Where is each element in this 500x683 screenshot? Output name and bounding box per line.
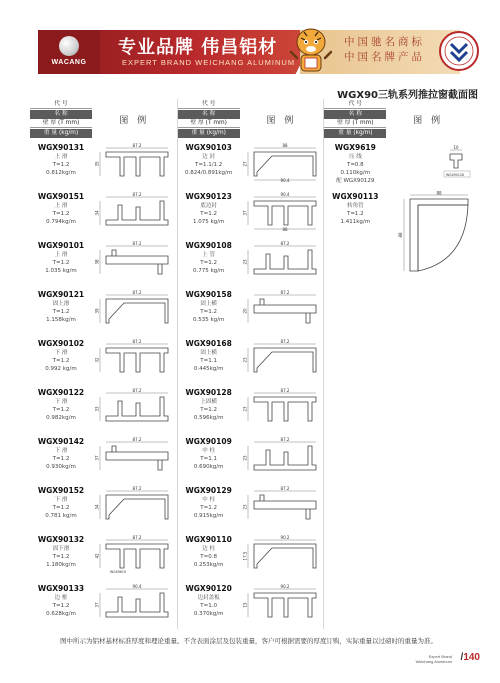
profile-drawing	[94, 387, 178, 427]
wall-thickness: T=0.8	[346, 162, 364, 168]
profile-figure	[240, 482, 324, 531]
profile-info	[30, 580, 92, 629]
profile-weight: 1.075 kg/m	[192, 219, 225, 225]
dimension-label: 90.4	[280, 178, 290, 182]
wall-thickness: T=1.2	[200, 260, 218, 266]
profile-row	[178, 531, 324, 580]
dimension-label: 38	[94, 259, 100, 265]
dimension-label: 10	[453, 145, 459, 150]
dimension-label: 23	[242, 357, 248, 363]
profile-figure	[240, 531, 324, 580]
table-column-1	[30, 99, 177, 629]
profile-weight: 0.781 kg/m	[45, 513, 77, 519]
profile-info	[178, 286, 240, 335]
profile-row	[30, 237, 177, 286]
dimension-label: 87.2	[132, 241, 142, 246]
profile-figure	[92, 384, 177, 433]
profile-row	[30, 384, 177, 433]
column-rows	[178, 139, 324, 629]
profile-name: 边 框	[54, 595, 68, 601]
profile-name: 上固横	[200, 399, 217, 405]
profile-info	[30, 335, 92, 384]
profile-name: 固上横	[200, 350, 217, 356]
profile-row	[30, 139, 177, 188]
profile-drawing	[242, 436, 326, 476]
profile-drawing	[94, 338, 178, 378]
profile-code: WGX90103	[185, 143, 232, 152]
brand-honors: 中国驰名商标 中国名牌产品	[344, 36, 425, 63]
profile-drawing	[94, 191, 178, 231]
wall-thickness: T=1.1/1.2	[194, 162, 223, 168]
dimension-label: 27	[242, 161, 248, 167]
column-rows	[324, 139, 470, 286]
profile-info	[30, 531, 92, 580]
profile-drawing	[94, 534, 178, 574]
dimension-label: 17.5	[242, 551, 248, 561]
profile-row	[324, 188, 470, 286]
profile-weight: 1.411kg/m	[340, 219, 371, 225]
profile-info	[178, 531, 240, 580]
dimension-label: 87.2	[132, 437, 142, 442]
profile-info	[30, 482, 92, 531]
profile-row	[30, 580, 177, 629]
wall-thickness: T=1.0	[200, 603, 218, 609]
wall-thickness: T=1.2	[52, 309, 70, 315]
profile-code: WGX90128	[185, 388, 232, 397]
wall-thickness: T=1.2	[52, 505, 70, 511]
note-label: WGX90128	[446, 173, 465, 177]
dimension-label: 42	[94, 553, 100, 559]
dimension-label: 87.2	[280, 241, 290, 246]
profile-name: 中 柱	[202, 497, 216, 503]
dimension-label: 88	[436, 191, 442, 196]
profile-code: WGX90152	[37, 486, 85, 495]
profile-weight: 0.445kg/m	[193, 366, 224, 372]
profile-code: WGX90120	[185, 584, 232, 593]
wall-thickness: T=1.2	[52, 407, 70, 413]
profile-info	[30, 237, 92, 286]
dimension-label: 23	[242, 504, 248, 510]
profile-figure	[240, 580, 324, 629]
profile-info	[324, 188, 386, 286]
profile-code: WGX90109	[185, 437, 232, 446]
dimension-label: 23	[242, 406, 248, 412]
profile-drawing	[242, 485, 326, 525]
profile-figure	[92, 580, 177, 629]
dimension-label: 90.4	[132, 584, 142, 589]
profile-name: 上 滑	[54, 203, 68, 209]
profile-code: WGX90108	[185, 241, 232, 250]
dimension-label: 90.2	[280, 535, 290, 540]
profile-code: WGX90142	[37, 437, 85, 446]
logo-text: WACANG	[51, 59, 87, 66]
profile-drawing	[242, 534, 326, 574]
dimension-label: 87.2	[132, 339, 142, 344]
profile-name: 固上滑	[52, 301, 70, 307]
profile-weight: 0.535 kg/m	[192, 317, 225, 323]
dimension-label: 87.2	[280, 339, 290, 344]
profile-code: WGX90121	[37, 290, 85, 299]
profile-row	[30, 335, 177, 384]
profile-info	[178, 188, 240, 237]
dimension-label: 23	[242, 455, 248, 461]
dimension-label: 90.4	[280, 192, 290, 197]
profile-code: WGX90168	[185, 339, 232, 348]
profile-weight: 0.812kg/m	[46, 170, 76, 176]
slogan-en: EXPERT BRAND WEICHANG ALUMINUM	[122, 58, 296, 67]
wall-thickness: T=1.2	[200, 309, 218, 315]
profile-drawing	[242, 191, 326, 231]
profile-row	[178, 335, 324, 384]
slogan: 专业品牌 伟昌铝材	[118, 37, 278, 58]
profile-table	[30, 99, 470, 629]
profile-drawing	[94, 583, 178, 623]
profile-info	[178, 237, 240, 286]
profile-info	[324, 139, 386, 188]
dimension-label: 39	[94, 308, 100, 314]
profile-drawing	[242, 583, 326, 623]
profile-weight: 0.775 kg/m	[192, 268, 225, 274]
profile-weight: 0.628kg/m	[46, 611, 76, 617]
dimension-label: 87.2	[132, 388, 142, 393]
dimension-label: 88	[398, 232, 404, 238]
profile-name: 下 滑	[54, 399, 68, 405]
profile-name: 压 线	[348, 154, 362, 160]
profile-row	[178, 433, 324, 482]
profile-info	[178, 580, 240, 629]
profile-code: WGX90158	[185, 290, 232, 299]
profile-row	[178, 286, 324, 335]
profile-weight: 0.794kg/m	[46, 219, 76, 225]
profile-name: 底边封	[200, 203, 217, 209]
wall-thickness: T=1.2	[200, 407, 218, 413]
footer-brand: Expert Brand Weichang Aluminum	[415, 654, 452, 664]
wall-thickness: T=1.2	[52, 456, 70, 462]
profile-name: 转角管	[347, 203, 364, 209]
dimension-label: 37	[94, 602, 100, 608]
profile-info	[178, 482, 240, 531]
profile-name: 固下滑	[52, 546, 70, 552]
profile-figure	[92, 286, 177, 335]
profile-name: 上 滑	[54, 252, 68, 258]
profile-drawing	[242, 338, 326, 378]
profile-row	[178, 384, 324, 433]
profile-info	[30, 188, 92, 237]
profile-row	[178, 139, 324, 188]
profile-row	[324, 139, 470, 188]
dimension-label: 34	[94, 504, 100, 510]
profile-figure	[92, 531, 177, 580]
profile-info	[30, 286, 92, 335]
dimension-label: 32	[94, 357, 100, 363]
profile-drawing	[388, 142, 472, 182]
profile-code: WGX90110	[185, 535, 232, 544]
wall-thickness: T=1.2	[52, 260, 70, 266]
profile-info	[178, 335, 240, 384]
wall-thickness: T=1.2	[52, 554, 70, 560]
profile-name: 上 管	[202, 252, 216, 258]
dimension-label: 37	[94, 455, 100, 461]
profile-weight: 1.158kg/m	[46, 317, 76, 323]
profile-figure	[240, 433, 324, 482]
dimension-label: 87.2	[280, 486, 290, 491]
dimension-label: 20	[242, 308, 248, 314]
dimension-label: 87.2	[280, 388, 290, 393]
dimension-label: 88	[282, 227, 288, 231]
column-header: 代 号 名 称 壁 厚 (T mm) 重 量 (kg/m) 图 例	[178, 99, 324, 139]
wall-thickness: T=0.8	[200, 554, 218, 560]
tiger-mascot-icon	[288, 24, 334, 78]
profile-weight: 1.180kg/m	[46, 562, 76, 568]
profile-weight: 0.982kg/m	[46, 415, 76, 421]
profile-code: WGX90133	[37, 584, 85, 593]
dimension-label: 33	[94, 406, 100, 412]
profile-name: 下 滑	[54, 448, 68, 454]
profile-figure	[240, 335, 324, 384]
profile-drawing	[94, 436, 178, 476]
profile-figure	[92, 335, 177, 384]
profile-row	[178, 237, 324, 286]
profile-name: 边 柱	[202, 546, 216, 552]
profile-weight: 0.690kg/m	[193, 464, 224, 470]
profile-code: WGX9619	[334, 143, 376, 152]
wall-thickness: T=1.2	[52, 162, 70, 168]
profile-name: 边封盖板	[197, 595, 220, 601]
profile-weight: 0.253kg/m	[193, 562, 224, 568]
profile-figure	[240, 286, 324, 335]
profile-row	[30, 286, 177, 335]
profile-weight: 0.915kg/m	[193, 513, 224, 519]
dimension-label: 87.2	[280, 437, 290, 442]
profile-figure	[386, 139, 470, 188]
profile-drawing	[94, 240, 178, 280]
profile-info	[30, 139, 92, 188]
footnote: 图中所示为铝材基材标准厚度和理论重量。不含表面涂层及包装重量，客户可根据需要的厚度订购，实际重量以过磅时的重量为准。	[60, 637, 437, 645]
wall-thickness: T=1.2	[52, 358, 70, 364]
dimension-label: 34	[94, 210, 100, 216]
dimension-label: 35	[94, 161, 100, 167]
profile-figure	[240, 188, 324, 237]
profile-row	[30, 482, 177, 531]
profile-figure	[240, 237, 324, 286]
profile-weight: 0.930kg/m	[46, 464, 76, 470]
profile-row	[30, 531, 177, 580]
column-header: 代 号 名 称 壁 厚 (T mm) 重 量 (kg/m) 图 例	[324, 99, 470, 139]
header-banner	[0, 22, 500, 78]
profile-name: 中 柱	[202, 448, 216, 454]
dimension-label: 23	[242, 259, 248, 265]
brand-emblem-icon	[438, 30, 480, 72]
profile-info	[178, 139, 240, 188]
dimension-label: 37	[242, 210, 248, 216]
profile-drawing	[242, 142, 326, 182]
wall-thickness: T=1.1	[200, 358, 218, 364]
profile-drawing	[242, 387, 326, 427]
wall-thickness: T=1.2	[52, 211, 70, 217]
page-number: /140	[460, 652, 480, 663]
profile-drawing	[242, 240, 326, 280]
table-column-3	[323, 99, 470, 629]
dimension-label: 87.2	[132, 143, 142, 148]
profile-weight: 0.596kg/m	[193, 415, 224, 421]
profile-extra: 配 WGX90129	[336, 178, 375, 184]
profile-row	[178, 580, 324, 629]
dimension-label: 88	[282, 143, 288, 148]
dimension-label: 90.2	[280, 584, 290, 589]
profile-row	[30, 433, 177, 482]
profile-drawing	[94, 142, 178, 182]
profile-name: 边 封	[202, 154, 216, 160]
profile-figure	[240, 139, 324, 188]
dimension-label: 87.2	[132, 486, 142, 491]
profile-name: 下 滑	[54, 497, 68, 503]
profile-code: WGX90122	[37, 388, 85, 397]
profile-name: 下 滑	[54, 350, 68, 356]
wall-thickness: T=1.2	[200, 211, 218, 217]
profile-code: WGX90113	[332, 192, 379, 201]
profile-row	[178, 188, 324, 237]
profile-figure	[92, 482, 177, 531]
profile-figure	[386, 188, 470, 286]
wall-thickness: T=1.2	[52, 603, 70, 609]
profile-code: WGX90132	[37, 535, 85, 544]
dimension-label: 15	[242, 602, 248, 608]
wall-thickness: T=1.1	[200, 456, 218, 462]
column-rows	[30, 139, 177, 629]
profile-drawing	[94, 485, 178, 525]
wall-thickness: T=1.2	[200, 505, 218, 511]
dimension-label: 87.2	[132, 192, 142, 197]
profile-drawing	[388, 191, 472, 279]
dimension-label: 87.2	[132, 535, 142, 540]
column-header: 代 号 名 称 壁 厚 (T mm) 重 量 (kg/m) 图 例	[30, 99, 177, 139]
note-label: WGX9619	[110, 570, 126, 574]
dimension-label: 87.2	[132, 290, 142, 295]
profile-weight: 1.035 kg/m	[45, 268, 77, 274]
profile-figure	[92, 433, 177, 482]
profile-code: WGX90102	[37, 339, 85, 348]
profile-row	[30, 188, 177, 237]
profile-figure	[92, 139, 177, 188]
profile-weight: 0.992 kg/m	[45, 366, 77, 372]
profile-code: WGX90131	[37, 143, 85, 152]
profile-code: WGX90101	[37, 241, 85, 250]
profile-name: 固上横	[200, 301, 217, 307]
profile-info	[178, 433, 240, 482]
page-title: WGX90三轨系列推拉窗截面图	[337, 90, 478, 101]
profile-code: WGX90151	[37, 192, 85, 201]
wall-thickness: T=1.2	[346, 211, 364, 217]
profile-drawing	[94, 289, 178, 329]
logo-ball-icon	[59, 36, 79, 56]
profile-weight: 0.824/0.891kg/m	[185, 170, 233, 176]
profile-code: WGX90123	[185, 192, 232, 201]
profile-info	[30, 384, 92, 433]
profile-figure	[240, 384, 324, 433]
profile-info	[30, 433, 92, 482]
profile-info	[178, 384, 240, 433]
dimension-label: 87.2	[280, 290, 290, 295]
profile-weight: 0.110kg/m	[340, 170, 371, 176]
table-column-2	[177, 99, 324, 629]
profile-code: WGX90129	[185, 486, 232, 495]
profile-name: 上 滑	[54, 154, 68, 160]
profile-row	[178, 482, 324, 531]
profile-figure	[92, 188, 177, 237]
profile-drawing	[242, 289, 326, 329]
profile-weight: 0.370kg/m	[193, 611, 224, 617]
profile-figure	[92, 237, 177, 286]
